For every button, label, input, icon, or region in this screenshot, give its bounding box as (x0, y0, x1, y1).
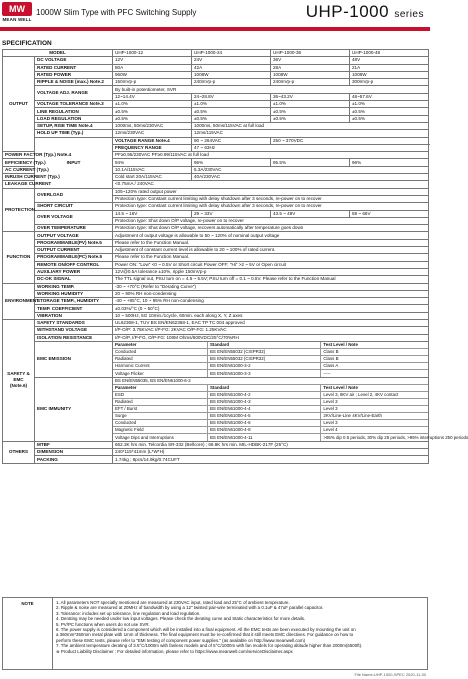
cell: <0.75mA / 240VAC (113, 181, 429, 188)
label-text: VOLTAGE TOLERANCE (37, 101, 89, 107)
section-function: FUNCTION (3, 232, 35, 283)
cell: 300mVp-p (350, 79, 429, 86)
note-item: 6. The power supply is considered a component which will be installed into a final equipment. All the EMC tests are been executed by mounting the unit on (56, 627, 356, 633)
row-label: INRUSH CURRENT (Typ.) (3, 174, 35, 181)
cell: Surge (113, 413, 208, 420)
note-item: perform these EMC tests, please refer to "EMI testing of component power supplies." (as available on http://www.meanwell.com) (56, 637, 306, 643)
cell: Protection type: Constant current limiting with delay shutdown after 3 seconds, re-power on to recover (113, 203, 429, 210)
model-title (306, 2, 424, 22)
note-item: 5. PV/PC functions when users do not use SVR. (56, 621, 150, 627)
cell: BS EN/EN61000-4-3 (208, 399, 321, 406)
label-text: PROGRAMMABLE(PV) (37, 239, 87, 245)
table-row (3, 334, 429, 341)
cell: Level 4 (321, 427, 428, 434)
note-ref: Note.5 (88, 254, 103, 260)
cell: 1.74kg ; 8pcs/14.9kg/0.74CUFT (113, 456, 429, 463)
cell: 240mVp-p (192, 79, 271, 86)
cell: 95% (192, 159, 271, 166)
note-item: a 360mm*360mm metal plate with 1mm of thickness. The final equipment must be re-confirmed that it still meets EMC directives. For guidance on how to (56, 632, 354, 638)
cell: ±1.0% (271, 101, 350, 108)
emission-subtable (113, 342, 428, 377)
cell: BS EN/EN61000-3-2 (208, 363, 321, 370)
cell: 80A (113, 64, 192, 71)
table-row (3, 71, 429, 78)
row-label: VIBRATION (35, 312, 113, 319)
label-text: PROGRAMMABLE(PC) (37, 254, 87, 260)
cell: 105~120% rated output power (113, 188, 429, 195)
subtable-row (113, 370, 428, 377)
cell: 36V (271, 57, 350, 64)
cell: 43.5 ~ 49V (271, 210, 350, 217)
row-label: FREQUENCY RANGE (113, 144, 192, 151)
row-label: OUTPUT VOLTAGE (35, 232, 113, 239)
subtable-row (113, 406, 428, 413)
header-cell: Test Level / Note (321, 342, 428, 349)
row-label: AC CURRENT (Typ.) (3, 166, 35, 173)
cell: Voltage Dips and Interruptions (113, 434, 208, 441)
row-label: DC VOLTAGE (35, 57, 113, 64)
row-label: AUXILIARY POWER (35, 268, 113, 275)
cell: BS EN/EN61000-4-11 (208, 434, 321, 441)
cell: -40 ~ +85°C, 10 ~ 95% RH non-condensing (113, 298, 429, 305)
subtable-row (113, 434, 428, 441)
cell: Adjustment of output voltage is allowable to 50 ~ 120% of nominal output voltage (113, 232, 429, 239)
table-row (3, 79, 429, 86)
table-row (3, 57, 429, 64)
row-label: REMOTE ON/OFF CONTROL (35, 261, 113, 268)
logo-brand: MEAN WELL (2, 17, 32, 22)
cell: ±0.5% (350, 108, 429, 115)
row-label: LEAKAGE CURRENT (3, 181, 35, 188)
label-text: VOLTAGE RANGE (115, 137, 155, 143)
cell: Protection type: Shut down O/P voltage, recovers automatically after temperature goes down (113, 225, 429, 232)
row-label: TEMP. COEFFICIENT (35, 305, 113, 312)
table-row (3, 115, 429, 122)
subtable-row (113, 349, 428, 356)
table-row (3, 327, 429, 334)
model-cell: UHP-1000-24 (192, 50, 271, 57)
table-row (3, 130, 429, 137)
cell: 2KV/Line-Line 4KV/Line-Earth (321, 413, 428, 420)
cell: BS EN/EN61000-4-2 (208, 392, 321, 399)
cell: ±0.5% (271, 115, 350, 122)
note-ref: Note.5 (87, 239, 102, 245)
table-row (3, 456, 429, 463)
cell: ±1.0% (113, 101, 192, 108)
row-label: OUTPUT CURRENT (35, 247, 113, 254)
file-name-footer: File Name:UHP-1000-SPEC 2020-11-30 (354, 672, 426, 677)
header (0, 0, 430, 30)
subtable-row (113, 363, 428, 370)
model-name: UHP-1000 (305, 2, 390, 21)
table-row (3, 305, 429, 312)
cell: Cold start 20A/115VAC (113, 174, 192, 181)
cell: Magnetic Field (113, 427, 208, 434)
table-row (3, 247, 429, 254)
cell: 28A (271, 64, 350, 71)
immunity-subtable (113, 378, 468, 441)
row-label (35, 122, 113, 129)
model-label: MODEL (3, 50, 113, 57)
product-title: 1000W Slim Type with PFC Switching Supply (36, 8, 197, 17)
row-label: RATED CURRENT (35, 64, 113, 71)
note-item: 3. Tolerance: includes set up tolerance, line regulation and load regulation. (56, 610, 201, 616)
row-label: LINE REGULATION (35, 108, 113, 115)
cell: 36~43.2V (271, 93, 350, 100)
cell: PF≥0.95/230VAC PF≥0.99/115VAC at full load (113, 152, 429, 159)
cell: 960W (113, 71, 192, 78)
table-row (3, 86, 429, 93)
table-row (3, 377, 429, 441)
section-output: OUTPUT (3, 57, 35, 152)
cell: 95.5% (271, 159, 350, 166)
table-row (3, 203, 429, 210)
row-label (3, 152, 72, 159)
table-row (3, 239, 429, 246)
cell: ±0.5% (350, 115, 429, 122)
cell: BS EN/EN61000-4-8 (208, 427, 321, 434)
table-row (3, 290, 429, 297)
cell: BS EN/EN55032 (CISPR32) (208, 356, 321, 363)
label-text: POWER FACTOR (Typ.) (5, 152, 56, 158)
cell: 48V (350, 57, 429, 64)
table-row (3, 225, 429, 232)
cell: ±1.0% (350, 101, 429, 108)
cell: 24V (192, 57, 271, 64)
cell: Level 3 (321, 399, 428, 406)
cell: Class B (321, 349, 428, 356)
table-row (3, 276, 429, 283)
cell: 47 ~ 63Hz (192, 144, 429, 151)
cell: ±0.5% (192, 108, 271, 115)
row-label: ISOLATION RESISTANCE (35, 334, 113, 341)
cell: 12V (113, 57, 192, 64)
table-row (3, 232, 429, 239)
cell: Radiated (113, 399, 208, 406)
subtable-row (113, 413, 428, 420)
section-protection: PROTECTION (3, 188, 35, 232)
notes-box (2, 597, 428, 670)
model-cell: UHP-1000-12 (113, 50, 192, 57)
cell: 12~14.4V (113, 93, 192, 100)
cell: ±0.5% (271, 108, 350, 115)
cell: Class A (321, 363, 428, 370)
mean-well-logo (2, 2, 32, 26)
subtable-row (113, 427, 428, 434)
spec-table (2, 49, 468, 464)
series-label: series (394, 9, 424, 20)
cell: EFT / Burst (113, 406, 208, 413)
section-label: SAFETY & (7, 371, 30, 377)
cell: Protection type: Shut down O/P voltage, re-power on to recover (113, 217, 429, 224)
cell: UL62368-1, TUV BS EN/EN62368-1, EAC TP TC 004 approved (113, 319, 429, 326)
cell: ±0.5% (113, 108, 192, 115)
section-label: EMC (13, 377, 24, 383)
cell: I/P-O/P, I/P-FG, O/P-FG: 100M Ohms/500VDC/25°C/70%RH (113, 334, 429, 341)
notes-list (56, 600, 425, 654)
table-row (3, 108, 429, 115)
note-ref: Note.3 (89, 101, 104, 107)
row-label: MTBF (35, 441, 113, 448)
label-text: SETUP, RISE TIME (37, 123, 78, 129)
note-ref: Note.2 (89, 79, 104, 85)
cell: 5.3A/230VAC (192, 166, 429, 173)
row-label: WITHSTAND VOLTAGE (35, 327, 113, 334)
cell: 20 ~ 90% RH non-condensing (113, 290, 429, 297)
cell: Level 3 (321, 420, 428, 427)
row-label (35, 79, 113, 86)
table-row (3, 254, 429, 261)
table-row (3, 210, 429, 217)
cell: 94% (113, 159, 192, 166)
row-label: OVER VOLTAGE (35, 210, 113, 225)
cell: 12ms/230VAC (113, 130, 192, 137)
cell: 1008W (192, 71, 271, 78)
cell: BS EN/EN61000-3-3 (208, 370, 321, 377)
cell: 1008W (350, 71, 429, 78)
note-item: 2. Ripple & noise are measured at 20MHz of bandwidth by using a 12" twisted pair-wire terminated with a 0.1uF & 47uF parallel capacitor. (56, 605, 324, 611)
cell: ±1.0% (192, 101, 271, 108)
subtable-row (113, 420, 428, 427)
cell: 14.5 ~ 16V (113, 210, 192, 217)
subtable-row (113, 378, 428, 385)
header-cell: Parameter (113, 342, 208, 349)
table-row (3, 64, 429, 71)
cell: -30 ~ +70°C (Refer to "Derating Curve") (113, 283, 429, 290)
label-text: RIPPLE & NOISE (max.) (37, 79, 89, 85)
row-label: OVERLOAD (35, 188, 113, 203)
cell: Power ON: "Low" <0 ~ 0.5V or Short circuit Power OFF: "Hi" >2 ~ 5V or Open circuit (113, 261, 429, 268)
row-label (35, 101, 113, 108)
cell: ±0.5% (192, 115, 271, 122)
cell: Conducted (113, 420, 208, 427)
cell: 250 ~ 370VDC (271, 137, 429, 144)
cell: 96% (350, 159, 429, 166)
cell: Adjustment of constant current level is allowable to 20 ~ 100% of rated current. (113, 247, 429, 254)
cell: Radiated (113, 356, 208, 363)
row-label: DC-OK SIGNAL (35, 276, 113, 283)
cell: 59 ~ 66V (350, 210, 429, 217)
row-label: PACKING (35, 456, 113, 463)
cell: The TTL signal out, PSU turn on = 4.5 ~ 5.5V; PSU turn off = 0.1 ~ 0.5V. Please refer to the Function Manual (113, 276, 429, 283)
cell: 12V@0.5A tolerance ±10%, ripple 150mVp-p (113, 268, 429, 275)
header-cell: Parameter (113, 385, 208, 392)
cell: ESD (113, 392, 208, 399)
note-ref: Note.4 (155, 137, 170, 143)
row-label: SHORT CIRCUIT (35, 203, 113, 210)
table-row (3, 441, 429, 448)
row-label: EMC IMMUNITY (35, 377, 113, 441)
cell: ±0.5% (113, 115, 192, 122)
row-label: SAFETY STANDARDS (35, 319, 113, 326)
cell: 1000ms, 50ms/115VAC at full load (192, 122, 429, 129)
cell: 29 ~ 33V (192, 210, 271, 217)
row-label: WORKING TEMP. (35, 283, 113, 290)
table-row (3, 341, 429, 377)
emission-subtable-cell (113, 341, 429, 377)
notes-label: NOTE (3, 598, 53, 669)
cell: By built-in potentiometer, SVR (113, 86, 429, 93)
table-row (3, 283, 429, 290)
spec-heading: SPECIFICATION (2, 40, 52, 47)
row-label: LOAD REGULATION (35, 115, 113, 122)
section-input: INPUT (35, 137, 113, 188)
cell: Voltage Flicker (113, 370, 208, 377)
cell: >95% dip 0.5 periods, 30% dip 25 periods, >95% interruptions 250 periods (321, 434, 428, 441)
cell: Class B (321, 356, 428, 363)
table-row (3, 50, 429, 57)
row-label: RATED POWER (35, 71, 113, 78)
cell: I/P-O/P: 3.75KVAC I/P-FG: 2KVAC O/P-FG: 1.25KVAC (113, 327, 429, 334)
section-environment: ENVIRONMENT (3, 283, 35, 319)
row-label: EMC EMISSION (35, 341, 113, 377)
note-ref: Note.4 (57, 152, 72, 158)
cell: Conducted (113, 349, 208, 356)
cell: Protection type: Constant current limiting with delay shutdown after 3 seconds, re-power on to recover (113, 195, 429, 202)
note-item: 1. All parameters NOT specially mentioned are measured at 230VAC input, rated load and 25°C of ambient temperature. (56, 600, 290, 605)
cell: Harmonic Current (113, 363, 208, 370)
row-label: WORKING HUMIDITY (35, 290, 113, 297)
note-item: ※ Product Liability Disclaimer : For detailed information, please refer to https://www.meanwell.com/serviceDisclaimer.aspx (56, 648, 293, 654)
cell: 240mVp-p (271, 79, 350, 86)
cell: Level 3 (321, 406, 428, 413)
row-label: VOLTAGE ADJ. RANGE (35, 86, 113, 101)
subtable-row (113, 399, 428, 406)
cell: 150mVp-p (113, 79, 192, 86)
cell: Please refer to the Function Manual. (113, 239, 429, 246)
header-cell: Standard (208, 342, 321, 349)
table-row (3, 122, 429, 129)
row-label: OVER TEMPERATURE (35, 225, 113, 232)
cell: 12ms/115VAC (192, 130, 429, 137)
row-label: DIMENSION (35, 449, 113, 456)
cell: 48~57.6V (350, 93, 429, 100)
cell: 1000ms, 50ms/230VAC (113, 122, 192, 129)
table-row (3, 319, 429, 326)
section-others: OTHERS (3, 441, 35, 463)
cell: 240*115*41mm (L*W*H) (113, 449, 429, 456)
section-note: (Note.6) (9, 383, 28, 389)
table-row (3, 449, 429, 456)
row-label (35, 239, 113, 246)
cell: 42A (192, 64, 271, 71)
cell: 662.3K hrs min. Telcordia SR-332 (Bellcore) ; 69.8K hrs min. MIL-HDBK-217F (25°C) (113, 441, 429, 448)
row-label (113, 137, 192, 144)
row-label: STORAGE TEMP., HUMIDITY (35, 298, 113, 305)
table-row (3, 137, 429, 144)
cell: 90 ~ 264VAC (192, 137, 271, 144)
cell: BS EN/EN55035, BS EN/EN61000-6-2 (113, 378, 428, 385)
note-item: 7. The ambient temperature derating of 3.5°C/1000m with fanless models and of 5°C/1000m with fan models for operating altitude higher than 2000m(6500ft). (56, 643, 363, 649)
table-row (3, 101, 429, 108)
logo-mark: MW (2, 2, 32, 16)
cell: 40A/230VAC (192, 174, 429, 181)
immunity-subtable-cell (113, 377, 468, 441)
model-cell: UHP-1000-48 (350, 50, 429, 57)
cell: 1008W (271, 71, 350, 78)
subtable-row (113, 392, 428, 399)
header-cell: Test Level / Note (321, 385, 428, 392)
cell: 10.1A/115VAC (113, 166, 192, 173)
row-label (35, 254, 113, 261)
model-cell: UHP-1000-36 (271, 50, 350, 57)
cell: 24~28.8V (192, 93, 271, 100)
table-row (3, 261, 429, 268)
cell: Level 3, 8KV air ; Level 2, 4KV contact (321, 392, 428, 399)
cell: BS EN/EN55032 (CISPR32) (208, 349, 321, 356)
cell: BS EN/EN61000-4-5 (208, 413, 321, 420)
header-red-bar (0, 27, 430, 31)
table-row (3, 188, 429, 195)
note-ref: Note.4 (78, 123, 93, 129)
cell: 21A (350, 64, 429, 71)
subtable-row (113, 356, 428, 363)
cell: 10 ~ 500Hz, 5G 10min./1cycle, 60min. each along X, Y, Z axes (113, 312, 429, 319)
cell: Please refer to the Function Manual. (113, 254, 429, 261)
row-label: EFFICIENCY (Typ.) (3, 159, 35, 166)
header-cell: Standard (208, 385, 321, 392)
cell: BS EN/EN61000-4-4 (208, 406, 321, 413)
subtable-header (113, 385, 428, 392)
table-row (3, 268, 429, 275)
row-label: HOLD UP TIME (Typ.) (35, 130, 113, 137)
cell: BS EN/EN61000-4-6 (208, 420, 321, 427)
table-row (3, 312, 429, 319)
cell: ±0.03%/°C (0 ~ 50°C) (113, 305, 429, 312)
note-item: 4. Derating may be needed under low input voltages. Please check the derating curve and Static characteristics for more details. (56, 616, 306, 622)
section-safety-emc (3, 319, 35, 441)
subtable-header (113, 342, 428, 349)
table-row (3, 298, 429, 305)
cell: ----- (321, 370, 428, 377)
